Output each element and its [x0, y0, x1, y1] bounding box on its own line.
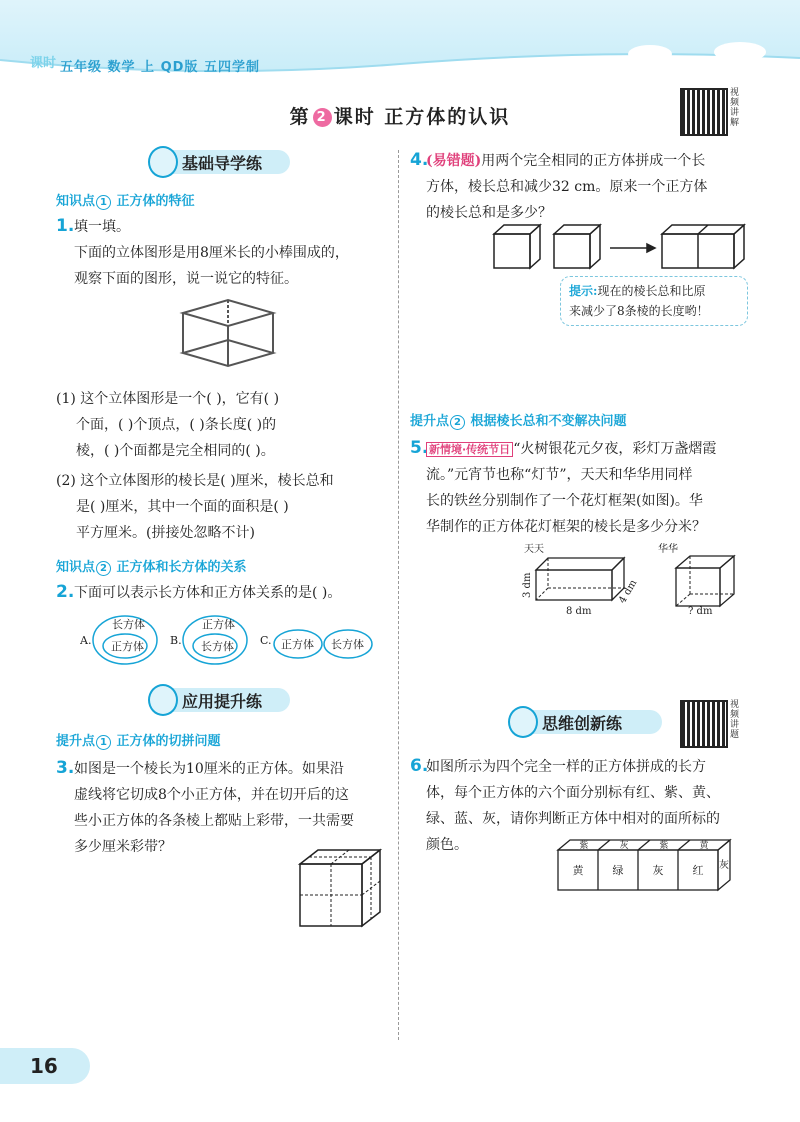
- option-a-outer: 长方体: [112, 618, 145, 631]
- qr-code-icon[interactable]: [680, 700, 728, 748]
- question-6-number: 6.: [410, 756, 429, 776]
- option-a-inner: 正方体: [111, 640, 144, 653]
- question-3-line: 些小正方体的各条棱上都贴上彩带，一共需要: [74, 813, 354, 829]
- question-1-line: 观察下面的图形，说一说它的特征。: [74, 271, 298, 287]
- option-b-label: B.: [170, 634, 182, 647]
- page-number-tab: [0, 1048, 90, 1084]
- question-1-lead: 填一填。: [74, 219, 130, 235]
- option-a-label: A.: [80, 634, 92, 647]
- hint-box: 提示:现在的棱长总和比原 来减少了8条棱的长度哟！: [560, 276, 748, 326]
- question-1-sub2: 平方厘米。(拼接处忽略不计): [76, 525, 255, 541]
- section-title-apply: 应用提升练: [182, 692, 263, 711]
- knowledge-point-2: 知识点 2 正方体和长方体的关系: [56, 560, 247, 575]
- stick-cube-figure: [178, 295, 278, 375]
- question-1-sub1: 棱，( )个面都是完全相同的( )。: [76, 443, 275, 459]
- question-4-number: 4.: [410, 150, 429, 170]
- question-6-line: 如图所示为四个完全一样的正方体拼成的长方: [426, 759, 706, 775]
- knowledge-point-1: 知识点 1 正方体的特征: [56, 194, 195, 209]
- top-face-label: 紫: [579, 841, 589, 851]
- option-b-outer: 正方体: [202, 618, 235, 631]
- lantern-frames-figure: [520, 542, 750, 626]
- label-huahua: 华华: [658, 544, 678, 555]
- cube-cut-figure: [296, 846, 386, 930]
- upgrade-point-1: 提升点 1 正方体的切拼问题: [56, 734, 221, 749]
- front-face-label: 红: [692, 864, 704, 877]
- header-logo: 课时: [30, 56, 57, 71]
- header-book-info: 五年级 数学 上 QD版 五四学制: [60, 60, 260, 75]
- venn-options: [80, 610, 380, 666]
- mascot-icon: [148, 684, 178, 716]
- label-tiantian: 天天: [524, 544, 544, 555]
- question-4-line: 方体，棱长总和减少32 cm。原来一个正方体: [426, 179, 708, 195]
- mascot-icon: [508, 706, 538, 738]
- side-face-label: 灰: [719, 860, 729, 871]
- lesson-number-badge: 2: [313, 108, 332, 127]
- qr-label: 视频讲题: [730, 700, 740, 740]
- label-qdm: ? dm: [688, 606, 713, 617]
- question-3-number: 3.: [56, 758, 75, 778]
- qr-label: 视频讲解: [730, 88, 740, 128]
- front-face-label: 绿: [612, 864, 624, 877]
- question-1-sub2: 是( )厘米，其中一个面的面积是( ): [76, 499, 289, 515]
- question-2-text: 下面可以表示长方体和正方体关系的是( )。: [74, 585, 342, 601]
- question-3-line: 虚线将它切成8个小正方体，并在切开后的这: [74, 787, 349, 803]
- upgrade-point-2: 提升点 2 根据棱长总和不变解决问题: [410, 414, 627, 429]
- column-divider: [398, 150, 399, 1040]
- top-face-label: 灰: [619, 841, 629, 851]
- top-face-label: 黄: [699, 841, 709, 851]
- question-1-number: 1.: [56, 216, 75, 236]
- option-c-label: C.: [260, 634, 272, 647]
- new-context-tag: 新情境·传统节日: [426, 442, 513, 457]
- question-5-number: 5.: [410, 438, 429, 458]
- question-5-line: 华制作的正方体花灯框架的棱长是多少分米？: [426, 519, 706, 535]
- option-b-inner: 长方体: [201, 640, 234, 653]
- mascot-icon: [148, 146, 178, 178]
- question-6-line: 颜色。: [426, 837, 468, 853]
- question-3-line: 多少厘米彩带？: [74, 839, 172, 855]
- question-4-line: 的棱长总和是多少？: [426, 205, 552, 221]
- qr-code-icon[interactable]: [680, 88, 728, 136]
- question-1-sub2: (2) 这个立体图形的棱长是( )厘米，棱长总和: [56, 473, 334, 489]
- label-4dm: 4 dm: [617, 577, 640, 606]
- section-title-basic: 基础导学练: [182, 154, 263, 173]
- question-6-line: 体，每个正方体的六个面分别标有红、紫、黄、: [426, 785, 720, 801]
- section-title-think: 思维创新练: [542, 714, 623, 733]
- question-2-number: 2.: [56, 582, 75, 602]
- four-cubes-figure: [556, 836, 742, 896]
- question-4-line1: (易错题)用两个完全相同的正方体拼成一个长: [426, 153, 706, 169]
- question-5-line1: 新情境·传统节日 “火树银花元夕夜，彩灯万盏熠霞: [426, 436, 716, 463]
- front-face-label: 灰: [652, 864, 664, 877]
- option-c-right: 长方体: [331, 638, 364, 651]
- question-5-line: 长的铁丝分别制作了一个花灯框架(如图)。华: [426, 493, 703, 509]
- option-c-left: 正方体: [281, 638, 314, 651]
- label-3dm: 3 dm: [522, 572, 533, 598]
- cube-join-figure: [492, 222, 752, 272]
- question-1-line: 下面的立体图形是用8厘米长的小棒围成的，: [74, 245, 349, 261]
- question-5-line: 流。”元宵节也称“灯节”，天天和华华用同样: [426, 467, 693, 483]
- question-1-sub1: (1) 这个立体图形是一个( )，它有( ): [56, 391, 280, 407]
- question-6-line: 绿、蓝、灰，请你判断正方体中相对的面所标的: [426, 811, 720, 827]
- label-8dm: 8 dm: [566, 606, 592, 617]
- page-number: 16: [30, 1054, 58, 1078]
- question-1-sub1: 个面，( )个顶点，( )条长度( )的: [76, 417, 277, 433]
- top-face-label: 紫: [659, 841, 669, 851]
- front-face-label: 黄: [572, 864, 584, 877]
- cloud-icon: [620, 36, 780, 66]
- page-title: 第 2 课时 正方体的认识: [289, 106, 511, 128]
- question-3-line: 如图是一个棱长为10厘米的正方体。如果沿: [74, 761, 344, 777]
